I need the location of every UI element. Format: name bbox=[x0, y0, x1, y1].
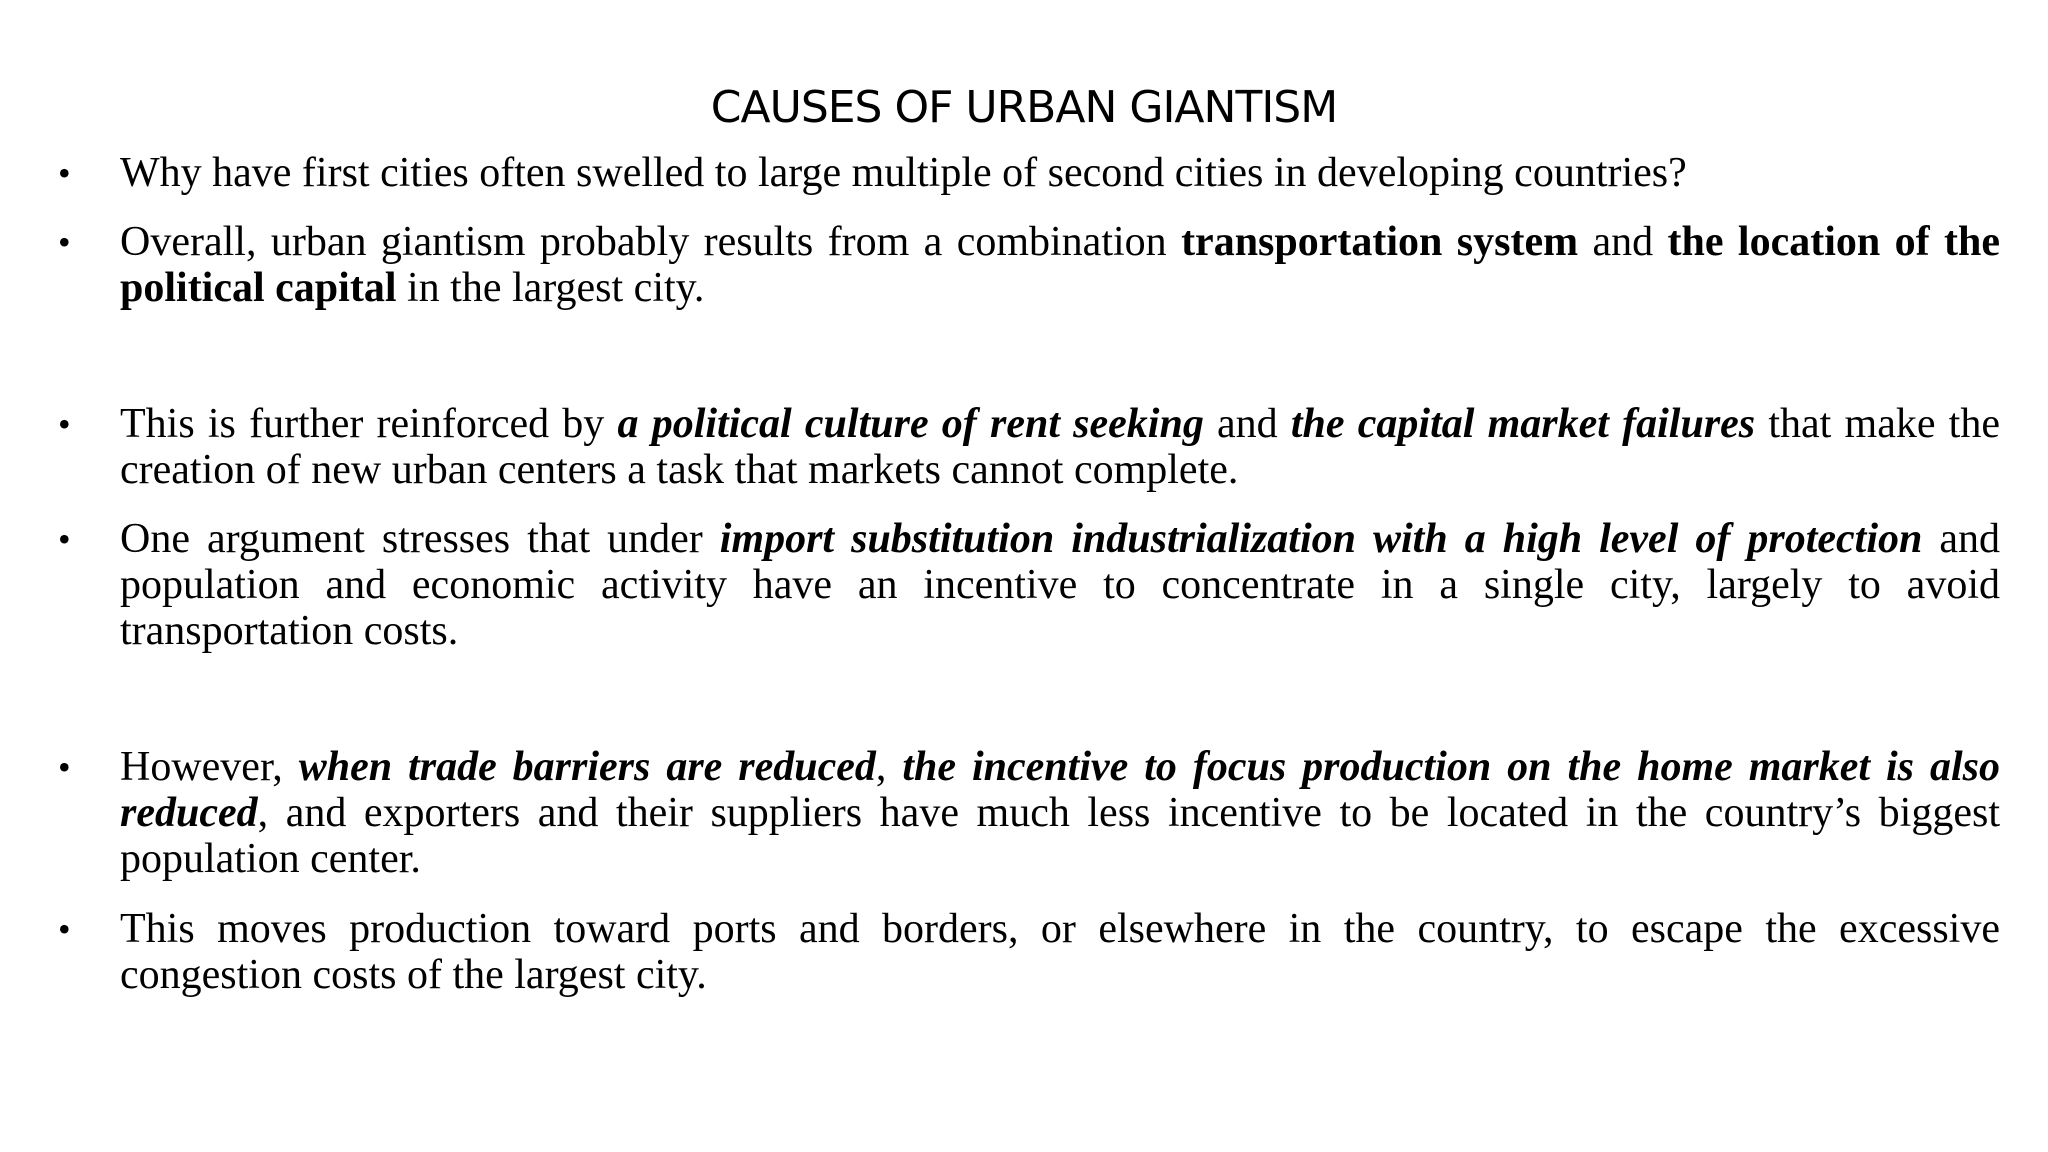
bullet-item bbox=[58, 401, 2000, 493]
bullet-item bbox=[58, 219, 2000, 311]
bullet-item bbox=[58, 906, 2000, 998]
bullet-text: This moves production toward ports and borders, or elsewhere in the country, to escape the excessive congestion costs of the largest city. bbox=[120, 906, 2000, 998]
bullet-dot-icon: • bbox=[58, 909, 71, 949]
bullet-emphasis: the location of the political capital bbox=[120, 219, 2000, 311]
bullet-text: This is further reinforced by bbox=[120, 401, 618, 447]
bullet-dot-icon: • bbox=[58, 519, 71, 559]
bullet-item bbox=[58, 744, 2000, 882]
bullet-text: , bbox=[875, 744, 903, 790]
bullet-text: and population and economic activity have an incentive to concentrate in a single city, largely to avoid transportation costs. bbox=[120, 516, 2000, 654]
bullet-emphasis: import substitution industrialization with a high level of protection bbox=[719, 516, 1923, 562]
bullet-emphasis: the capital market failures bbox=[1290, 401, 1756, 447]
bullet-emphasis: transportation system bbox=[1181, 219, 1579, 265]
bullet-text: However, bbox=[120, 744, 299, 790]
bullet-text: Why have first cities often swelled to large multiple of second cities in developing countries? bbox=[120, 150, 1687, 196]
bullet-emphasis: a political culture of rent seeking bbox=[617, 401, 1204, 447]
bullet-item bbox=[58, 150, 2000, 196]
bullet-dot-icon: • bbox=[58, 747, 71, 787]
bullet-dot-icon: • bbox=[58, 153, 71, 193]
slide-title: CAUSES OF URBAN GIANTISM bbox=[710, 82, 1338, 133]
bullet-text: and bbox=[1578, 219, 1668, 265]
bullet-dot-icon: • bbox=[58, 222, 71, 262]
bullet-text: Overall, urban giantism probably results from a combination bbox=[120, 219, 1182, 265]
bullet-item bbox=[58, 516, 2000, 654]
bullet-emphasis: when trade barriers are reduced bbox=[298, 744, 876, 790]
bullet-emphasis: the incentive to focus production on the home market is also reduced bbox=[120, 744, 2000, 836]
bullet-text: that make the creation of new urban centers a task that markets cannot complete. bbox=[120, 401, 2000, 493]
bullet-text: in the largest city. bbox=[396, 265, 705, 311]
bullet-dot-icon: • bbox=[58, 404, 71, 444]
bullet-text: One argument stresses that under bbox=[120, 516, 720, 562]
bullet-text: and bbox=[1203, 401, 1291, 447]
bullet-text: , and exporters and their suppliers have much less incentive to be located in the country’s biggest population center. bbox=[120, 790, 2000, 882]
